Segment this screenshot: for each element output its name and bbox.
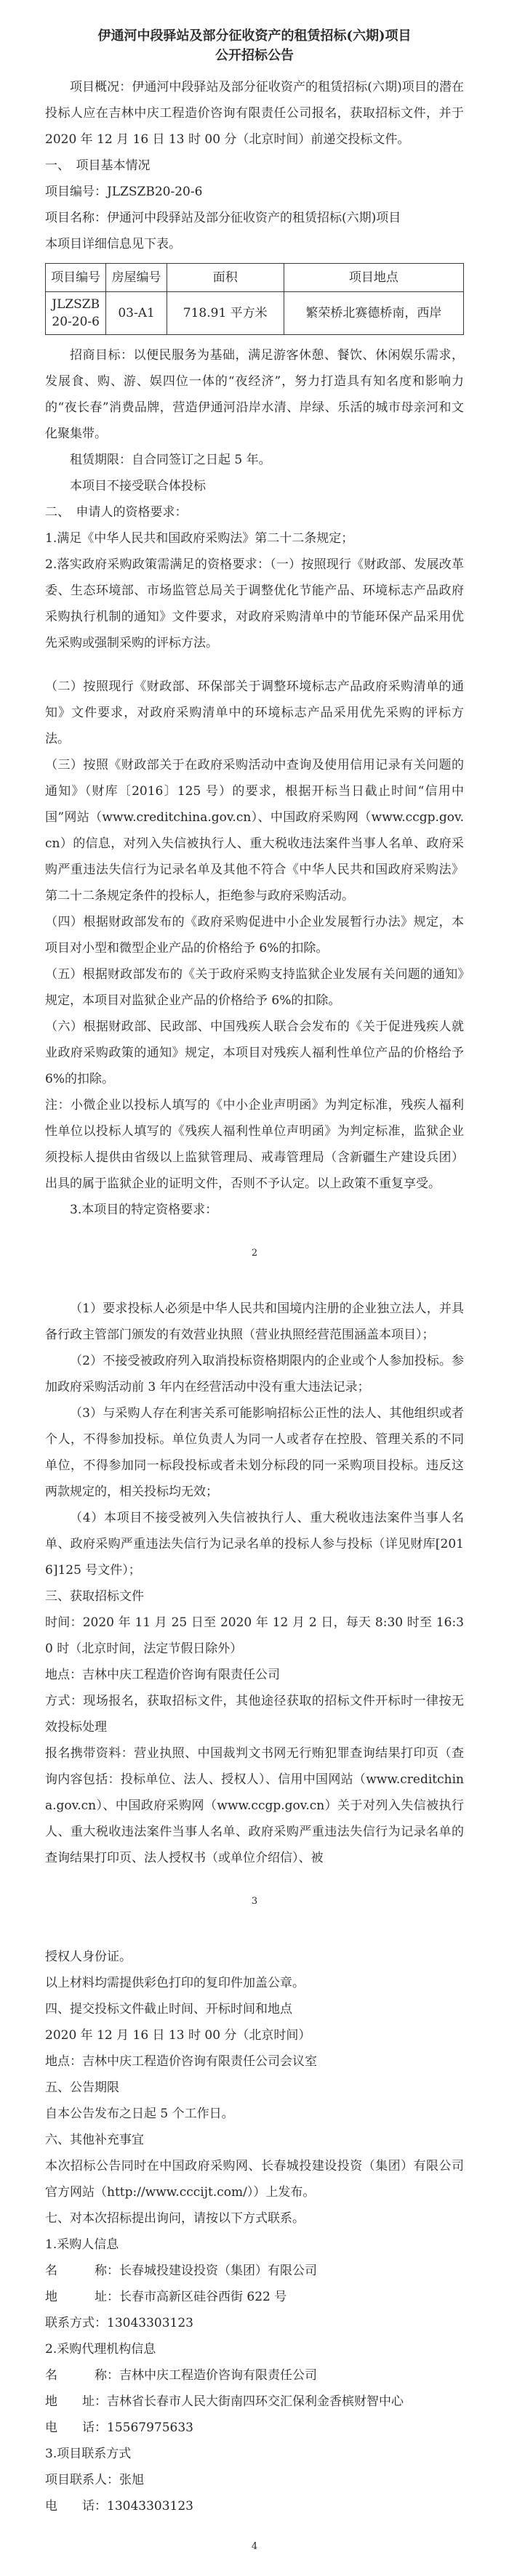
opening-place-line: 地点：吉林中庆工程造价咨询有限责任公司会议室	[45, 2054, 317, 2069]
specific-item-3: （3）与采购人存在利害关系可能影响招标公正性的法人、其他组织或者个人，不得参加投标。单位负责人为同一人或者存在控股、管理关系的不同单位，不得参加同一标段投标或者未划分标段的同一采购项目投标。违反这两款规定的，相关投标均无效；	[45, 1406, 464, 1499]
doc-obtain-method-line: 方式：现场报名，获取招标文件，其他途径获取的招标文件开标时一律按无效投标处理	[45, 1694, 464, 1735]
project-contact-phone-line: 电 话：13043303123	[45, 2499, 193, 2514]
policy-item-5: （五）根据财政部发布的《关于政府采购支持监狱企业发展有关问题的通知》规定，本项目对监狱企业产品的价格给予 6%的扣除。	[45, 967, 464, 1008]
page-number: 2	[251, 1248, 258, 1259]
doc-obtain-time-line: 时间：2020 年 11 月 25 日至 2020 年 12 月 2 日，每天 8:30 时至 16:30 时（北京时间，法定节假日除外）	[45, 1615, 464, 1656]
project-name-line: 项目名称：伊通河中段驿站及部分征收资产的租赁招标(六期)项目	[45, 211, 401, 225]
table-cell-house-number: 03-A1	[106, 292, 167, 335]
section-heading-1: 一、 项目基本情况	[45, 158, 151, 173]
project-contact-heading: 3.项目联系方式	[45, 2447, 132, 2461]
page-number: 3	[251, 1896, 258, 1907]
table-row	[46, 292, 464, 335]
specific-item-2: （2）不接受被政府列入取消投标资格期限内的企业或个人参加投标。参加政府采购活动前 3 年内在经营活动中没有重大违法记录；	[45, 1354, 464, 1394]
section-heading-7: 七、对本次招标提出询问，请按以下方式联系。	[45, 2211, 305, 2226]
project-overview-paragraph: 项目概况：伊通河中段驿站及部分征收资产的租赁招标(六期)项目的潜在投标人应在吉林中庆工程造价咨询有限责任公司报名，获取招标文件，并于 2020 年 12 月 16 日 13 时 00 分（北京时间）前递交投标文件。	[45, 80, 464, 147]
table-intro-line: 本项目详细信息见下表。	[45, 237, 181, 251]
qualification-item-1: 1.满足《中华人民共和国政府采购法》第二十二条规定；	[45, 531, 354, 546]
agency-address-line: 地 址：吉林省长春市人民大街南四环交汇保利金香槟财智中心	[45, 2394, 404, 2409]
announcement-period-line: 自本公告发布之日起 5 个工作日。	[45, 2107, 234, 2121]
agency-phone-line: 电 话：15567975633	[45, 2420, 193, 2435]
project-info-table	[45, 263, 464, 335]
specific-item-1: （1）要求投标人必须是中华人民共和国境内注册的企业独立法人，并具备行政主管部门颁发的有效营业执照（营业执照经营范围涵盖本项目）；	[45, 1301, 464, 1342]
policy-item-4: （四）根据财政部发布的《政府采购促进中小企业发展暂行办法》规定，本项目对小型和微型企业产品的价格给予 6%的扣除。	[45, 915, 464, 956]
table-cell-project-number: JLZSZB20-20-6	[46, 292, 106, 335]
purchaser-contact-line: 联系方式：13043303123	[45, 2316, 193, 2330]
note-paragraph: 注：小微企业以投标人填写的《中小企业声明函》为判定标准，残疾人福利性单位以投标人填写的《残疾人福利性单位声明函》为判定标准，监狱企业须投标人提供由省级以上监狱管理局、戒毒管理局（含新疆生产建设兵团）出具的属于监狱企业的证明文件，否则不予认定。以上政策不重复享受。	[45, 1098, 464, 1191]
section-heading-6: 六、其他补充事宜	[45, 2133, 144, 2147]
registration-materials-paragraph: 报名携带资料：营业执照、中国裁判文书网无行贿犯罪查询结果打印页（查询内容包括：投标单位、法人、授权人）、信用中国网站（www.creditchina.gov.cn）、中国政府采购网（www.ccgp.gov.cn）关于对列入失信被执行人、重大税收违法案件当事人名单、政府采购严重违法失信行为记录名单的查询结果打印页、法人授权书（或单位介绍信）、被	[45, 1746, 464, 1865]
purchaser-address-line: 地 址：长春市高新区硅谷西街 622 号	[45, 2290, 287, 2304]
project-contact-name-line: 项目联系人：张旭	[45, 2473, 144, 2487]
page-number: 4	[251, 2541, 258, 2552]
specific-item-4: （4）本项目不接受被列入失信被执行人、重大税收违法案件当事人名单、政府采购严重违法失信行为记录名单的投标人参与投标（详见财库[2016]125 号文件）；	[45, 1511, 464, 1578]
qualification-item-2: 2.落实政府采购政策需满足的资格要求：（一）按照现行《财政部、发展改革委、生态环境部、市场监管总局关于调整优化节能产品、环境标志产品政府采购执行机制的通知》文件要求，对政府采购清单中的节能环保产品采用优先采购或强制采购的评标方法。	[45, 557, 464, 650]
table-header-location: 项目地点	[284, 264, 463, 292]
deadline-datetime-line: 2020 年 12 月 16 日 13 时 00 分（北京时间）	[45, 2028, 311, 2043]
section-heading-2: 二、 申请人的资格要求：	[45, 505, 188, 520]
table-cell-area: 718.91 平方米	[167, 292, 284, 335]
lease-term-line: 租赁期限：自合同签订之日起 5 年。	[70, 453, 271, 467]
agency-info-heading: 2.采购代理机构信息	[45, 2342, 156, 2357]
table-header-project-number: 项目编号	[46, 264, 106, 292]
table-header-area: 面积	[167, 264, 284, 292]
section-heading-5: 五、公告期限	[45, 2080, 119, 2095]
project-number-line: 项目编号：JLZSZB20-20-6	[45, 185, 203, 199]
purchaser-name-line: 名 称：长春城投建设投资（集团）有限公司	[45, 2264, 317, 2278]
specific-qualification-heading: 3.本项目的特定资格要求：	[70, 1203, 218, 1217]
investment-goal-paragraph: 招商目标：以便民服务为基础，满足游客休憩、餐饮、休闲娱乐需求，发展食、购、游、娱四位一体的“夜经济”，努力打造具有知名度和影响力的“夜长春”消费品牌，营造伊通河沿岸水清、岸绿、乐活的城市母亲河和文化聚集带。	[45, 348, 464, 441]
table-cell-location: 繁荣桥北赛德桥南，西岸	[284, 292, 463, 335]
policy-item-2: （二）按照现行《财政部、环保部关于调整环境标志产品政府采购清单的通知》文件要求，对政府采购清单中的环境标志产品采用优先采购的评标方法。	[45, 679, 464, 746]
doc-title-line1: 伊通河中段驿站及部分征收资产的租赁招标(六期)项目	[97, 28, 412, 44]
doc-title-line2: 公开招标公告	[215, 48, 294, 63]
publish-websites-paragraph: 本次招标公告同时在中国政府采购网、长春城投建设投资（集团）有限公司官方网站（http://www.cccijt.com/））上发布。	[45, 2159, 464, 2200]
no-consortium-line: 本项目不接受联合体投标	[70, 479, 206, 493]
doc-obtain-place-line: 地点：吉林中庆工程造价咨询有限责任公司	[45, 1668, 280, 1682]
section-heading-4: 四、提交投标文件截止时间、开标时间和地点	[45, 2002, 292, 2016]
table-header-house-number: 房屋编号	[106, 264, 167, 292]
section-heading-3: 三、获取招标文件	[45, 1589, 144, 1604]
purchaser-info-heading: 1.采购人信息	[45, 2237, 119, 2252]
policy-item-6: （六）根据财政部、民政部、中国残疾人联合会发布的《关于促进残疾人就业政府采购政策的通知》规定，本项目对残疾人福利性单位产品的价格给予 6%的扣除。	[45, 1020, 464, 1086]
agency-name-line: 名 称：吉林中庆工程造价咨询有限责任公司	[45, 2368, 317, 2383]
policy-item-3: （三）按照《财政部关于在政府采购活动中查询及使用信用记录有关问题的通知》（财库〔2016〕125 号）的要求，根据开标当日截止时间“信用中国”网站（www.creditchina.gov.cn）、中国政府采购网（www.ccgp.gov.cn）的信息，对列入失信被执行人、重大税收违法案件当事人名单、政府采购严重违法失信行为记录名单及其他不符合《中华人民共和国政府采购法》第二十二条规定条件的投标人，拒绝参与政府采购活动。	[45, 758, 464, 903]
table-header-row	[46, 264, 464, 292]
id-card-line: 授权人身份证。	[45, 1950, 132, 1964]
materials-stamp-line: 以上材料均需提供彩色打印的复印件加盖公章。	[45, 1976, 305, 1990]
